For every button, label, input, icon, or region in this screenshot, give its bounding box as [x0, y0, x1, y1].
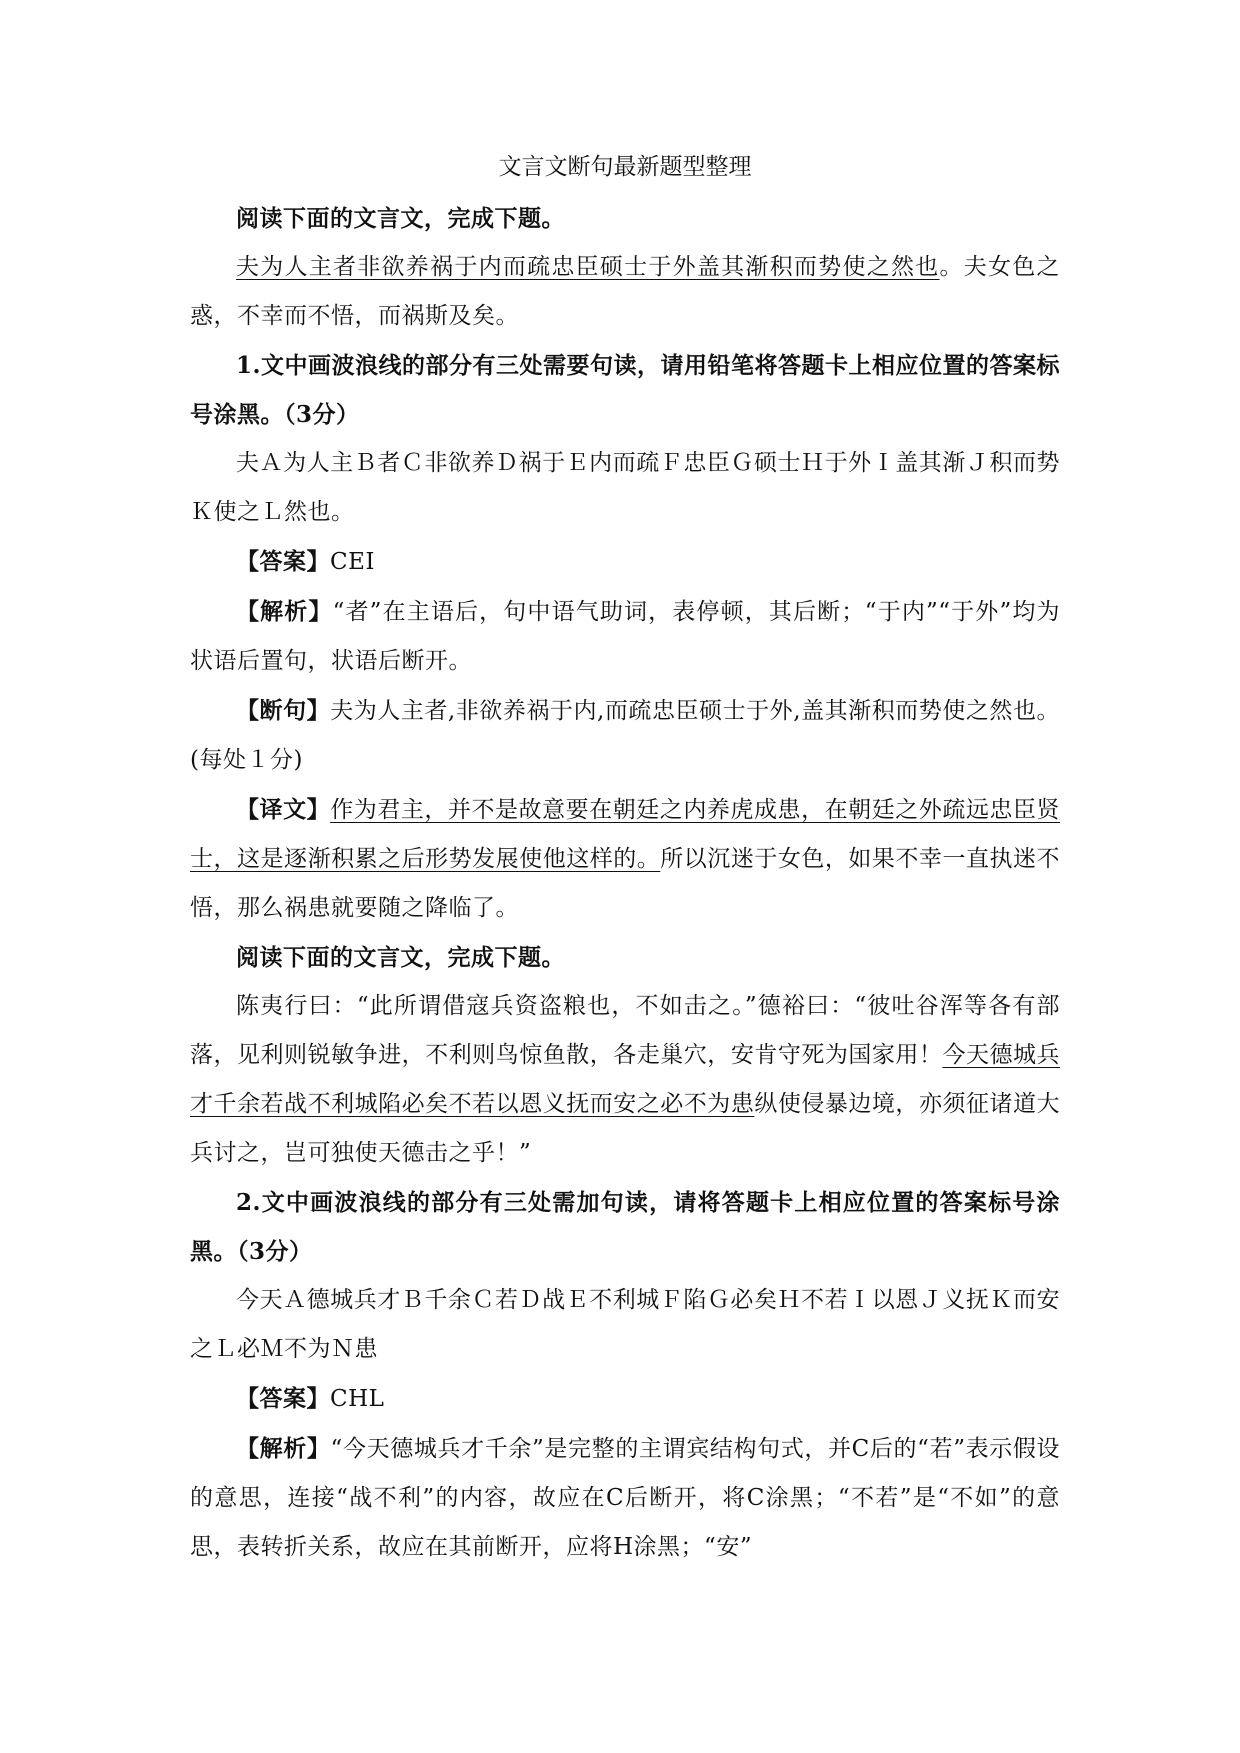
punct-text: 夫为人主者,非欲养祸于内,而疏忠臣硕士于外,盖其渐积而势使之然也。(每处１分): [190, 698, 1061, 773]
page-title: 文言文断句最新题型整理: [498, 154, 752, 180]
answer-value: CHL: [330, 1386, 385, 1412]
analysis-text: “今天德城兵才千余”是完整的主谓宾结构句式，并C后的“若”表示假设的意思，连接“战不利”的内容，故应在C后断开，将C涂黑；“不若”是“不如”的意思，表转折关系，故应在其前断开，应将H涂黑；“安”: [190, 1436, 1060, 1560]
translation-rest: 所以沉迷于女色，如果不幸一直执迷不悟，那么祸患就要随之降临了。: [190, 846, 1061, 921]
analysis-1: [190, 587, 1060, 686]
section1-passage-rest: 。夫女色之惑，不幸而不悟，而祸斯及矣。: [190, 254, 1061, 329]
question-2-options: 今天Ａ德城兵才Ｂ千余Ｃ若Ｄ战Ｅ不利城Ｆ陷Ｇ必矣Ｈ不若Ｉ以恩Ｊ义抚Ｋ而安之Ｌ必Ｍ不为Ｎ患: [190, 1287, 1060, 1362]
answer-2: [190, 1374, 1060, 1424]
question-2: 2.文中画波浪线的部分有三处需加句读，请将答题卡上相应位置的答案标号涂黑。（3分）: [190, 1189, 1060, 1265]
answer-label: 【答案】: [236, 1385, 330, 1412]
answer-value: CEI: [330, 549, 375, 575]
question-1: 1.文中画波浪线的部分有三处需要句读，请用铅笔将答题卡上相应位置的答案标号涂黑。（3分）: [190, 352, 1061, 428]
section1-passage: [190, 243, 1060, 341]
analysis-label: 【解析】: [236, 1435, 331, 1462]
analysis-2: [190, 1424, 1060, 1572]
section2-passage-start: 陈夷行曰：“此所谓借寇兵资盗粮也，不如击之。”德裕曰：“彼吐谷浑等各有部落，见利则锐敏争进，不利则鸟惊鱼散，各走巢穴，安肯守死为国家用！: [190, 993, 1060, 1068]
question-1-options: 夫Ａ为人主Ｂ者Ｃ非欲养Ｄ祸于Ｅ内而疏Ｆ忠臣Ｇ硕士Ｈ于外Ｉ盖其渐Ｊ积而势Ｋ使之Ｌ然也。: [190, 450, 1060, 525]
answer-1: [190, 537, 1060, 587]
punct-1: [190, 686, 1060, 785]
section2-passage-rest: 纵使侵暴边境，亦须征诸道大兵讨之，岂可独使天德击之乎！”: [190, 1091, 1061, 1166]
document-page: [190, 150, 1060, 1572]
analysis-text: “者”在主语后，句中语气助词，表停顿，其后断；“于内”“于外”均为状语后置句，状语后断开。: [190, 599, 1061, 674]
answer-label: 【答案】: [236, 548, 330, 575]
translation-underlined: 作为君主，并不是故意要在朝廷之内养虎成患，在朝廷之外疏远忠臣贤士，这是逐渐积累之后形势发展使他这样的。: [190, 797, 1061, 872]
translation-1: [190, 785, 1060, 933]
section2-heading: 阅读下面的文言文，完成下题。: [236, 944, 565, 971]
section2-passage: [190, 982, 1060, 1178]
section1-heading: 阅读下面的文言文，完成下题。: [236, 205, 565, 232]
translation-label: 【译文】: [236, 796, 331, 823]
analysis-label: 【解析】: [236, 598, 333, 625]
section2-wavy-passage: 今天德城兵才千余若战不利城陷必矣不若以恩义抚而安之必不为患: [190, 1042, 1061, 1117]
section1-wavy-passage: 夫为人主者非欲养祸于内而疏忠臣硕士于外盖其渐积而势使之然也: [236, 254, 940, 280]
punct-label: 【断句】: [236, 697, 331, 724]
